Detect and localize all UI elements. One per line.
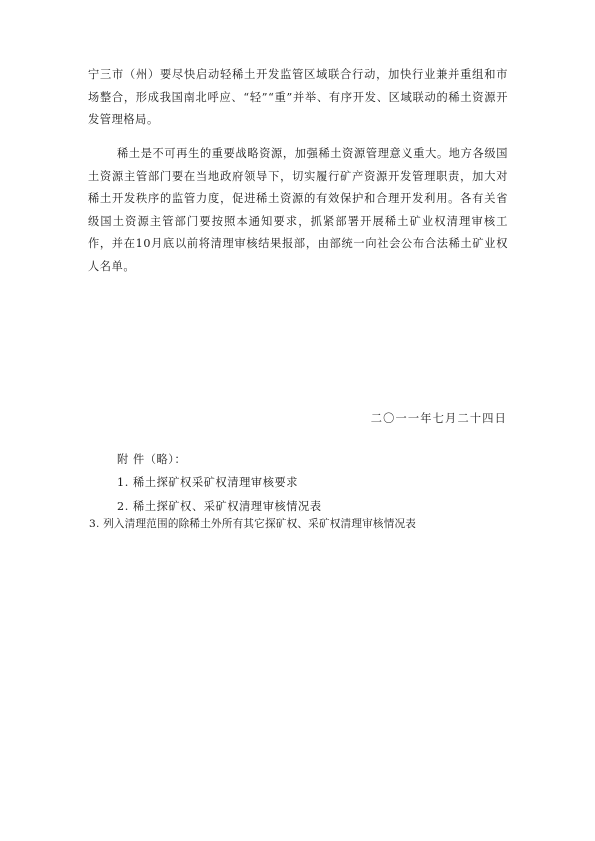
attachment-item-1: 1. 稀土探矿权采矿权清理审核要求 <box>117 476 299 489</box>
attachment-item-3: 3. 列入清理范围的除稀土外所有其它探矿权、采矿权清理审核情况表 <box>89 518 417 530</box>
body-paragraph-1: 宁三市（州）要尽快启动轻稀土开发监管区域联合行动，加快行业兼并重组和市场整合，形成我国南北呼应、“轻”“重”并举、有序开发、区域联动的稀土资源开发管理格局。 <box>88 68 508 126</box>
attachment-item-2: 2. 稀土探矿权、采矿权清理审核情况表 <box>117 500 322 513</box>
attachments-title: 附 件（略）： <box>117 453 187 466</box>
document-date: 二〇一一年七月二十四日 <box>370 412 507 425</box>
body-paragraph-2: 稀土是不可再生的重要战略资源，加强稀土资源管理意义重大。地方各级国土资源主管部门要在当地政府领导下，切实履行矿产资源开发管理职责，加大对稀土开发秩序的监管力度，促进稀土资源的有效保护和合理开发利用。各有关省级国土资源主管部门要按照本通知要求，抓紧部署开展稀土矿业权清理审核工作，并在10月底以前将清理审核结果报部，由部统一向社会公布合法稀土矿业权人名单。 <box>88 147 508 273</box>
